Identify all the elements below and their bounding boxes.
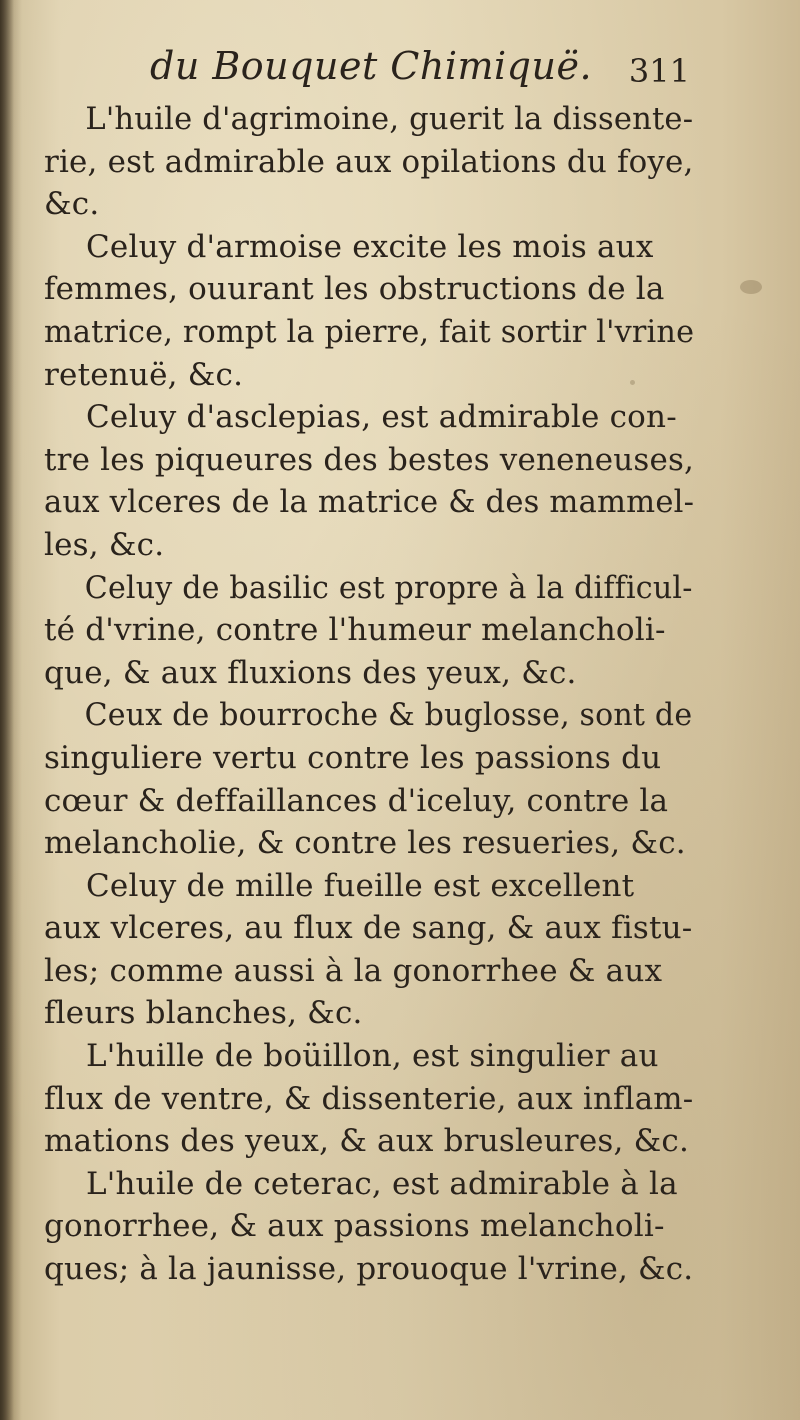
text-line: retenuë, &c.: [44, 356, 244, 393]
body-text: [44, 98, 694, 1291]
text-line: fleurs blanches, &c.: [44, 995, 363, 1032]
text-line: Celuy d'asclepias, est admirable con-: [86, 399, 677, 436]
text-line: Celuy de mille fueille est excellent: [86, 867, 635, 904]
binding-gutter: [0, 0, 14, 1420]
text-line: cœur & deffaillances d'iceluy, contre la: [44, 782, 669, 819]
text-line: Ceux de bourroche & buglosse, sont de: [84, 697, 693, 734]
text-line: flux de ventre, & dissenterie, aux inflam-: [44, 1080, 694, 1117]
text-line: singuliere vertu contre les passions du: [44, 739, 662, 776]
paragraph-ceterac: [44, 1163, 694, 1291]
paragraph-asclepias: [44, 396, 694, 566]
text-line: ques; à la jaunisse, prouoque l'vrine, &c.: [44, 1251, 694, 1288]
text-line: &c.: [44, 186, 100, 223]
text-line: gonorrhee, & aux passions melancholi-: [44, 1208, 665, 1245]
paragraph-agrimoine: [44, 98, 694, 226]
text-line: les; comme aussi à la gonorrhee & aux: [44, 952, 663, 989]
paragraph-bouillon: [44, 1035, 694, 1163]
paragraph-mille-fueille: [44, 865, 694, 1035]
text-line: L'huile d'agrimoine, guerit la dissente-: [85, 101, 694, 137]
text-line: Celuy d'armoise excite les mois aux: [86, 228, 654, 265]
running-title: du Bouquet Chimiquë.: [150, 44, 593, 88]
text-line: té d'vrine, contre l'humeur melancholi-: [44, 612, 666, 649]
paragraph-basilic: [44, 567, 694, 695]
text-line: femmes, ouurant les obstructions de la: [44, 271, 665, 308]
paper-stain: [630, 380, 635, 385]
page-header: [150, 44, 690, 104]
text-line: L'huille de boüillon, est singulier au: [86, 1038, 659, 1075]
paper-stain: [740, 280, 762, 294]
text-line: matrice, rompt la pierre, fait sortir l'vrine: [44, 313, 695, 350]
text-line: les, &c.: [44, 526, 165, 563]
text-line: Celuy de basilic est propre à la difficul-: [84, 569, 693, 606]
text-line: mations des yeux, & aux brusleures, &c.: [44, 1123, 689, 1160]
text-line: aux vlceres de la matrice & des mammel-: [44, 484, 695, 521]
text-line: melancholie, & contre les resueries, &c.: [44, 825, 686, 862]
text-line: rie, est admirable aux opilations du foye,: [44, 143, 694, 180]
text-line: tre les piqueures des bestes veneneuses,: [44, 441, 695, 478]
text-line: aux vlceres, au flux de sang, & aux fistu-: [44, 910, 693, 947]
text-line: L'huile de ceterac, est admirable à la: [86, 1165, 678, 1202]
page-number: 311: [628, 52, 690, 90]
paragraph-bourroche: [44, 694, 694, 864]
text-line: que, & aux fluxions des yeux, &c.: [44, 654, 577, 691]
paragraph-armoise: [44, 226, 694, 396]
